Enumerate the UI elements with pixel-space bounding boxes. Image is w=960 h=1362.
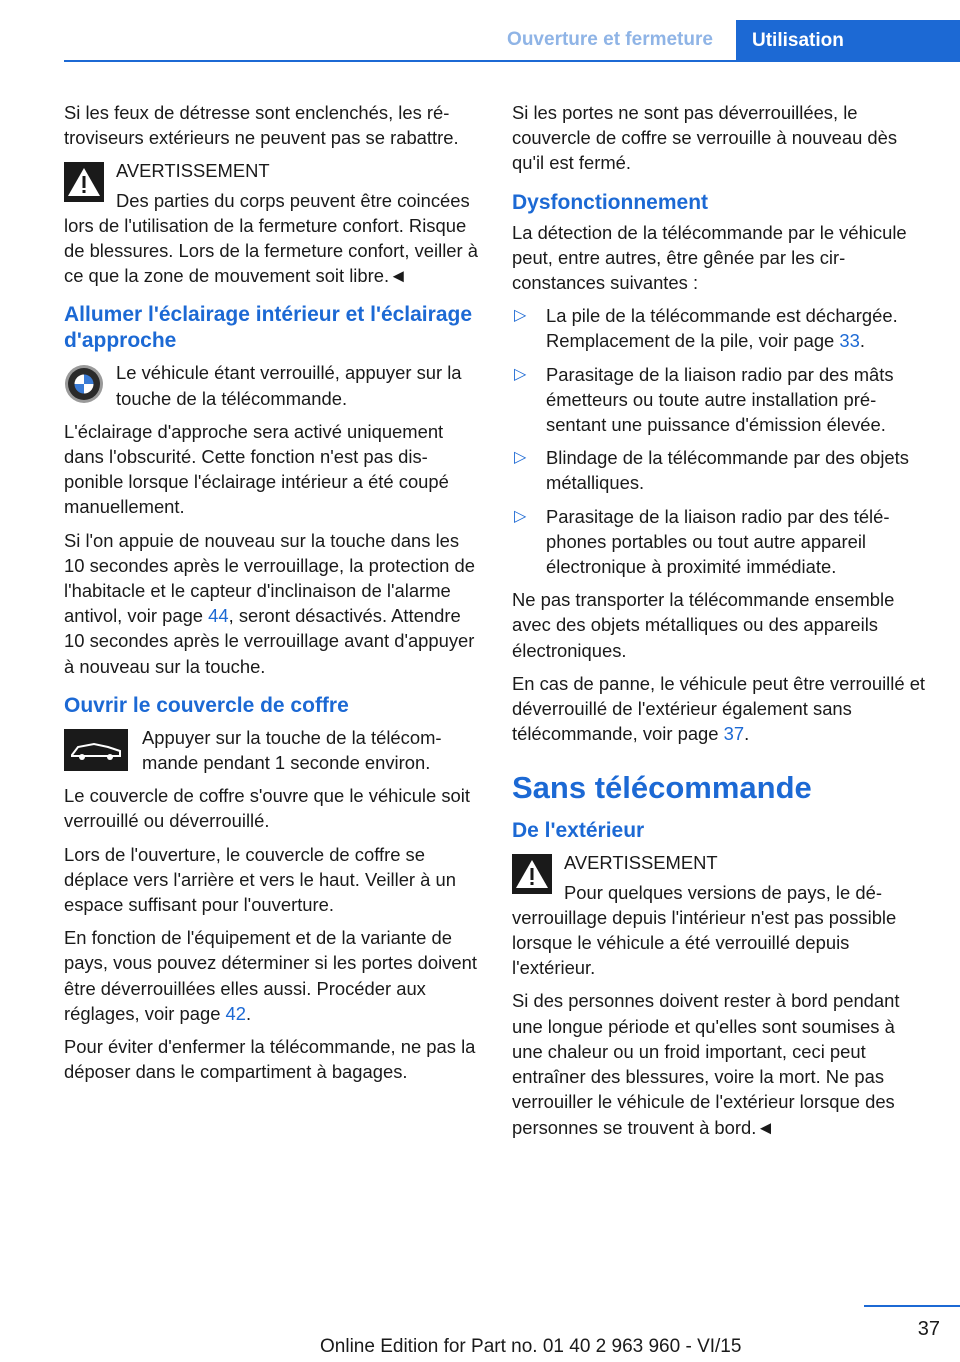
warning-title: AVERTISSEMENT	[116, 160, 270, 182]
heading-interior-light: Allumer l'éclairage intérieur et l'éclairage d'approche	[64, 303, 473, 353]
heading-open-trunk: Ouvrir le couvercle de coffre	[64, 693, 349, 717]
text-run: .	[859, 330, 865, 352]
list-item	[512, 362, 926, 438]
bmw-logo-button-icon	[64, 364, 104, 404]
header-rule	[64, 60, 960, 62]
triangle-bullet-icon: ▷	[514, 307, 527, 325]
page-footer	[0, 1336, 960, 1362]
triangle-bullet-icon: ▷	[514, 449, 527, 467]
chapter-tab[interactable]: Utilisation	[736, 20, 960, 62]
edition-text: Online Edition for Part no. 01 40 2 963 960 - VI/15	[320, 1336, 742, 1357]
left-column	[64, 100, 478, 1093]
paragraph: Ne pas transporter la télécommande ensemble avec des objets métalliques ou des appareils électroniques.	[512, 589, 895, 661]
page-number-rule	[864, 1305, 960, 1307]
instruction-text: Le véhicule étant verrouillé, appuyer sur la touche de la télécommande.	[116, 362, 462, 409]
instruction-text: Appuyer sur la touche de la télécommande pendant 1 seconde environ.	[142, 726, 442, 774]
paragraph: L'éclairage d'approche sera activé uniquement dans l'obscurité. Cette fonction n'est pas disponible lorsque l'éclairage intérieur a été coupé manuellement.	[64, 420, 449, 518]
paragraph: Lors de l'ouverture, le couvercle de coffre se déplace vers l'arrière et vers le haut. Veiller à un espace suffisant pour l'ouverture.	[64, 843, 456, 916]
text-run: .	[246, 1002, 252, 1024]
heading-without-remote: Sans télécommande	[512, 770, 812, 806]
section-tab[interactable]: Ouverture et fermeture	[507, 29, 713, 50]
warning-text: Pour quelques versions de pays, le déverrouillage depuis l'intérieur n'est pas possible lorsque le véhicule a été verrouillé depuis l'extérieur.	[512, 881, 897, 979]
warning-block	[64, 158, 478, 183]
triangle-bullet-icon: ▷	[514, 365, 527, 383]
text-run: Blindage de la télécommande par des objets métalliques.	[546, 447, 909, 494]
page-link-44[interactable]: 44	[208, 605, 229, 627]
text-run: .	[744, 723, 750, 745]
text-run: En fonction de l'équipement et de la variante de pays, vous pouvez déterminer si les portes doivent être déverrouillées elles aussi. Procéder aux réglages, voir page	[64, 927, 477, 1024]
warning-triangle-icon	[64, 162, 104, 202]
paragraph	[64, 528, 478, 679]
heading-malfunction: Dysfonctionnement	[512, 190, 709, 214]
text-run: , seront désactivés. Attendre 10 secondes après le verrouillage avant d'appuyer à nouveau sur la touche.	[64, 605, 475, 677]
car-trunk-button-icon	[64, 729, 128, 771]
paragraph: Pour éviter d'enfermer la télécommande, ne pas la déposer dans le compartiment à bagages.	[64, 1036, 476, 1083]
paragraph: Si les portes ne sont pas déverrouillées, le couvercle de coffre se verrouille à nouveau dès qu'il est fermé.	[512, 102, 898, 174]
list-item	[512, 445, 926, 495]
list-item	[512, 504, 926, 580]
text-run: Parasitage de la liaison radio par des mâts émetteurs ou toute autre installation présentant une puissance d'émission élevée.	[546, 363, 894, 436]
paragraph: Le couvercle de coffre s'ouvre que le véhicule soit verrouillé ou déverrouillé.	[64, 785, 470, 832]
list-item	[512, 303, 926, 353]
malfunction-list	[512, 303, 926, 579]
warning-title: AVERTISSEMENT	[564, 852, 718, 874]
text-run: Parasitage de la liaison radio par des téléphones portables ou tout autre appareil électronique à proximité immédiate.	[546, 505, 890, 578]
right-column	[512, 100, 926, 1148]
paragraph	[512, 671, 926, 747]
paragraph: Si les feux de détresse sont enclenchés, les rétroviseurs extérieurs ne peuvent pas se rabattre.	[64, 102, 459, 149]
page-link-42[interactable]: 42	[225, 1002, 246, 1024]
instruction-light	[64, 360, 478, 410]
page-link-37[interactable]: 37	[723, 723, 745, 745]
text-run: En cas de panne, le véhicule peut être verrouillé et déverrouillé de l'extérieur également sans télécommande, voir page	[512, 672, 926, 745]
page-number: 37	[917, 1318, 940, 1340]
warning-block	[512, 850, 926, 875]
instruction-trunk	[64, 725, 478, 775]
paragraph: Si des personnes doivent rester à bord pendant une longue période et qu'elles sont soumises à une chaleur ou un froid important, ceci peut entraîner des blessures, voire la mort. Ne pas verrouiller le véhicule de l'extérieur lorsque des personnes se trouvent à bord.◄	[512, 990, 900, 1138]
warning-text: Des parties du corps peuvent être coincées lors de l'utilisation de la fermeture confort. Risque de blessures. Lors de la fermeture confort, veiller à ce que la zone de mouvement soit libre.◄	[64, 189, 478, 287]
paragraph	[64, 925, 478, 1026]
text-run: Si l'on appuie de nouveau sur la touche dans les 10 secondes après le verrouillage, la protection de l'habitacle et le capteur d'inclinaison de l'alarme antivol, voir page	[64, 529, 475, 627]
triangle-bullet-icon: ▷	[514, 507, 527, 525]
heading-from-outside: De l'extérieur	[512, 819, 645, 843]
text-run: La pile de la télécommande est déchargée. Remplacement de la pile, voir page	[546, 305, 898, 352]
paragraph: La détection de la télécommande par le véhicule peut, entre autres, être gênée par les circonstances suivantes :	[512, 221, 907, 294]
warning-triangle-icon	[512, 854, 552, 894]
page-link-33[interactable]: 33	[839, 330, 860, 352]
page-header	[0, 0, 960, 62]
